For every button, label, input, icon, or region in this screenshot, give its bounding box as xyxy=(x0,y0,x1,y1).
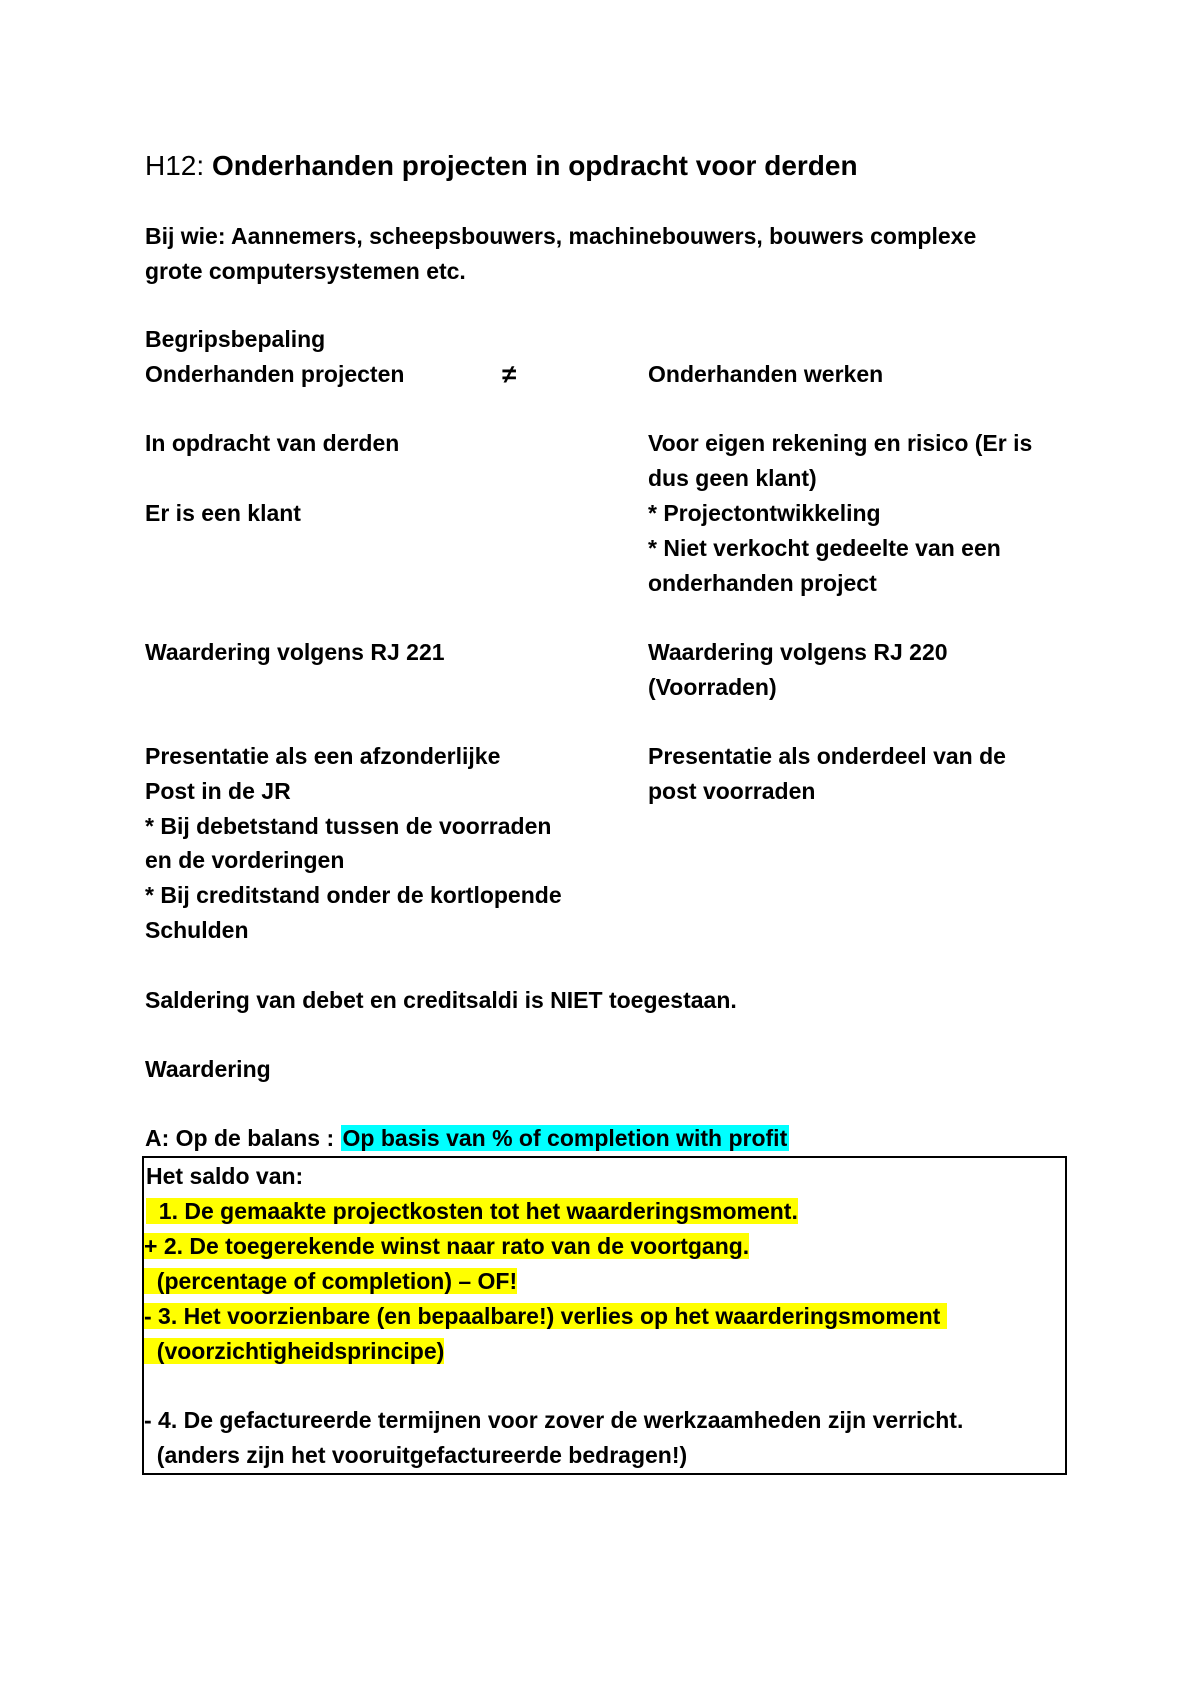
box-item-1-text: 1. De gemaakte projectkosten tot het waarderingsmoment. xyxy=(146,1198,798,1224)
box-item-3 xyxy=(144,1299,947,1333)
title-main: Onderhanden projecten in opdracht voor derden xyxy=(211,150,858,181)
box-item-2b xyxy=(144,1264,517,1298)
right-presentatie-line-2: post voorraden xyxy=(648,778,816,804)
left-presentatie-line-4: en de vorderingen xyxy=(145,847,345,873)
box-item-3-text: - 3. Het voorzienbare (en bepaalbare!) verlies op het waarderingsmoment xyxy=(144,1303,947,1329)
box-item-4b: (anders zijn het vooruitgefactureerde bedragen!) xyxy=(144,1442,688,1468)
right-eigen-line-5: onderhanden project xyxy=(648,570,877,596)
box-item-2b-text: (percentage of completion) – OF! xyxy=(144,1268,518,1294)
right-column-header: Onderhanden werken xyxy=(648,361,884,387)
right-eigen-line-2: dus geen klant) xyxy=(648,465,817,491)
left-opdracht: In opdracht van derden xyxy=(145,430,400,456)
begrip-heading: Begripsbepaling xyxy=(145,326,326,352)
left-presentatie-line-6: Schulden xyxy=(145,917,249,943)
box-item-2-text: + 2. De toegerekende winst naar rato van de voortgang. xyxy=(144,1233,750,1259)
right-waardering-line-1: Waardering volgens RJ 220 xyxy=(648,639,948,665)
right-presentatie-line-1: Presentatie als onderdeel van de xyxy=(648,743,1006,769)
left-klant: Er is een klant xyxy=(145,500,301,526)
box-item-3b-text: (voorzichtigheidsprincipe) xyxy=(144,1338,445,1364)
left-presentatie-line-5: * Bij creditstand onder de kortlopende xyxy=(145,882,562,908)
left-presentatie-line-1: Presentatie als een afzonderlijke xyxy=(145,743,501,769)
left-column-header: Onderhanden projecten xyxy=(145,361,405,387)
title-prefix: H12: xyxy=(145,150,212,181)
saldo-box xyxy=(142,1156,1067,1475)
box-item-4: - 4. De gefactureerde termijnen voor zover de werkzaamheden zijn verricht. xyxy=(144,1407,964,1433)
left-waardering: Waardering volgens RJ 221 xyxy=(145,639,445,665)
box-item-1 xyxy=(146,1194,798,1228)
right-waardering-line-2: (Voorraden) xyxy=(648,674,777,700)
right-eigen-line-3: * Projectontwikkeling xyxy=(648,500,881,526)
page-title xyxy=(145,146,858,186)
right-eigen-line-1: Voor eigen rekening en risico (Er is xyxy=(648,430,1033,456)
right-eigen-line-4: * Niet verkocht gedeelte van een xyxy=(648,535,1001,561)
not-equal-symbol: ≠ xyxy=(502,359,517,389)
balans-highlight: Op basis van % of completion with profit xyxy=(342,1125,788,1151)
saldering-statement: Saldering van debet en creditsaldi is NIET toegestaan. xyxy=(145,987,737,1013)
box-item-2 xyxy=(144,1229,749,1263)
left-presentatie-line-3: * Bij debetstand tussen de voorraden xyxy=(145,813,552,839)
balans-prefix: A: Op de balans : xyxy=(145,1125,341,1151)
intro-line-1: Bij wie: Aannemers, scheepsbouwers, machinebouwers, bouwers complexe xyxy=(145,223,977,249)
box-item-3b xyxy=(144,1334,444,1368)
intro-line-2: grote computersystemen etc. xyxy=(145,258,466,284)
waardering-heading: Waardering xyxy=(145,1056,271,1082)
left-presentatie-line-2: Post in de JR xyxy=(145,778,291,804)
balans-line xyxy=(145,1121,789,1155)
box-header: Het saldo van: xyxy=(146,1163,304,1189)
